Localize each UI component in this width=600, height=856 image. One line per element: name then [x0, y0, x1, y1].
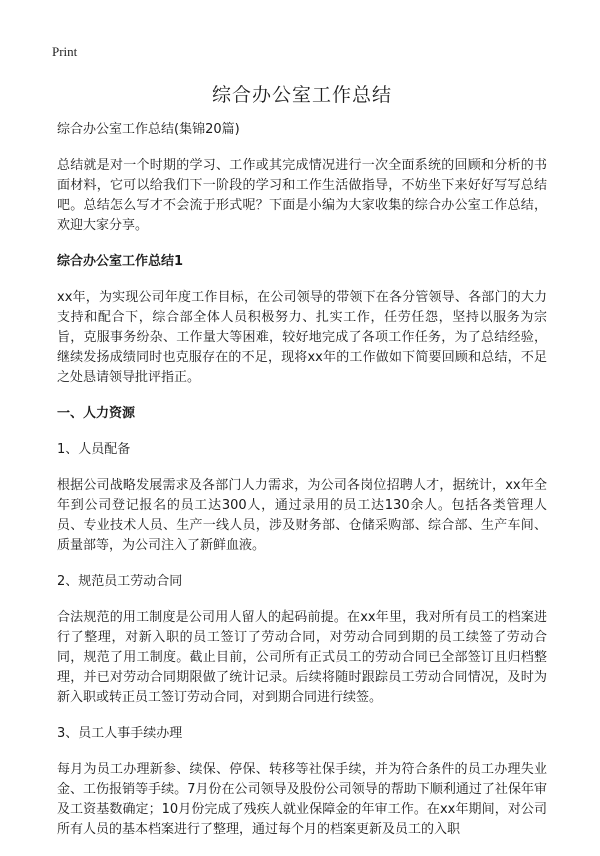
- item-paragraph: 合法规范的用工制度是公司用人留人的起码前提。在xx年里，我对所有员工的档案进行了整理，对新入职的员工签订了劳动合同，对劳动合同到期的员工续签了劳动合同，规范了用工制度。截止目前，公司所有正式员工的劳动合同已全部签订且归档整理，并已对劳动合同期限做了统计记录。后续将随时跟踪员工劳动合同情况，及时为新入职或转正员工签订劳动合同，对到期合同进行续签。: [57, 610, 547, 705]
- document-body: [57, 80, 547, 856]
- print-link[interactable]: Print: [52, 44, 78, 59]
- item-paragraph: 每月为员工办理新参、续保、停保、转移等社保手续，并为符合条件的员工办理失业金、工伤报销等手续。7月份在公司领导及股份公司领导的帮助下顺利通过了社保年审及工资基数确定；10月份完成了残疾人就业保障金的年审工作。在xx年期间，对公司所有人员的基本档案进行了整理，通过每个月的档案更新及员工的入职: [57, 762, 547, 837]
- item-heading: 2、规范员工劳动合同: [57, 574, 183, 589]
- section-title: 综合办公室工作总结1: [57, 254, 184, 269]
- intro-paragraph: 总结就是对一个时期的学习、工作或其完成情况进行一次全面系统的回顾和分析的书面材料，它可以给我们下一阶段的学习和工作生活做指导，不妨坐下来好好写写总结吧。总结怎么写才不会流于形式呢？下面是小编为大家收集的综合办公室工作总结，欢迎大家分享。: [57, 158, 547, 233]
- section-intro-paragraph: xx年，为实现公司年度工作目标，在公司领导的带领下在各分管领导、各部门的大力支持和配合下，综合部全体人员积极努力、扎实工作，任劳任怨，坚持以服务为宗旨，克服事务纷杂、工作量大等困难，较好地完成了各项工作任务，为了总结经验，继续发扬成绩同时也克服存在的不足，现将xx年的工作做如下简要回顾和总结，不足之处恳请领导批评指正。: [57, 290, 547, 385]
- document-subtitle: 综合办公室工作总结(集锦20篇): [57, 122, 240, 137]
- page-title: 综合办公室工作总结: [211, 84, 392, 106]
- item-paragraph: 根据公司战略发展需求及各部门人力需求，为公司各岗位招聘人才，据统计，xx年全年到公司登记报名的员工达300人，通过录用的员工达130余人。包括各类管理人员、专业技术人员、生产一线人员，涉及财务部、仓储采购部、综合部、生产车间、质量部等，为公司注入了新鲜血液。: [57, 478, 547, 553]
- item-heading: 3、员工人事手续办理: [57, 726, 183, 741]
- item-heading: 1、人员配备: [57, 442, 131, 457]
- part-heading: 一、人力资源: [57, 406, 136, 421]
